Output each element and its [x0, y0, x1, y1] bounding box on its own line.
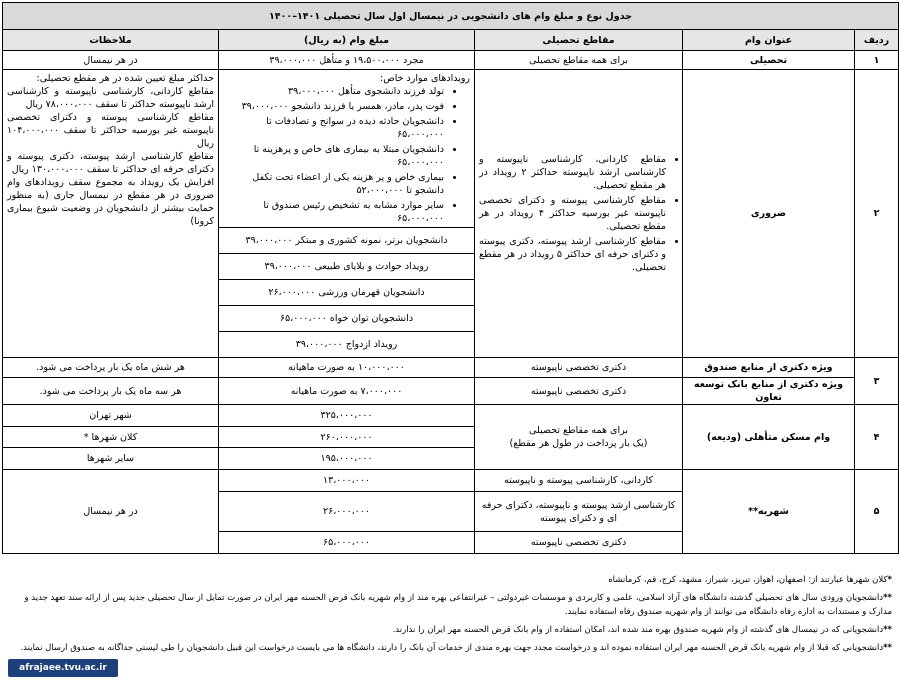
amount-cell: دانشجویان برتر، نمونه کشوری و مبتکر ۳۹،۰۰۰،۰۰۰	[219, 228, 475, 254]
levels-cell: دکتری تخصصی ناپیوسته	[475, 358, 683, 378]
table-title: جدول نوع و مبلغ وام های دانشجویی در نیمسال اول سال تحصیلی ۱۴۰۱–۱۴۰۰	[3, 3, 899, 30]
levels-cell	[475, 405, 683, 470]
amount-cell: رویداد ازدواج ۳۹،۰۰۰،۰۰۰	[219, 332, 475, 358]
loan-title: وام مسکن متأهلی (ودیعه)	[683, 405, 855, 470]
loan-title: ویژه دکتری از منابع صندوق	[683, 358, 855, 378]
levels-cell: دکتری تخصصی ناپیوسته	[475, 532, 683, 554]
loan-title: شهریه**	[683, 470, 855, 554]
notes-cell: در هر نیمسال	[3, 470, 219, 554]
amount-cell: ۳۲۵،۰۰۰،۰۰۰	[219, 405, 475, 427]
loan-title: تحصیلی	[683, 51, 855, 70]
footnotes	[12, 573, 892, 659]
table-row	[3, 405, 899, 427]
levels-cell: کاردانی، کارشناسی پیوسته و ناپیوسته	[475, 470, 683, 492]
table-row	[3, 378, 899, 405]
list-item: • مقاطع کارشناسی ارشد پیوسته، دکتری پیوسته و دکترای حرفه ای حداکثر ۵ رویداد در هر مقطع تحصیلی.	[479, 235, 666, 274]
list-item: • بیماری خاص و پر هزینه یکی از اعضاء تحت تکفل دانشجو تا ۵۲،۰۰۰،۰۰۰	[223, 171, 444, 197]
notes-cell: هر شش ماه یک بار پرداخت می شود.	[3, 358, 219, 378]
notes-cell: هر سه ماه یک بار پرداخت می شود.	[3, 378, 219, 405]
amount-cell: مجرد ۱۹،۵۰۰،۰۰۰ و متأهل ۳۹،۰۰۰،۰۰۰	[219, 51, 475, 70]
row-number: ۱	[855, 51, 899, 70]
row-number: ۴	[855, 405, 899, 470]
levels-line: (یک بار پرداخت در طول هر مقطع)	[509, 438, 648, 449]
levels-line: برای همه مقاطع تحصیلی	[529, 425, 628, 436]
amount-cell: ۲۶،۰۰۰،۰۰۰	[219, 492, 475, 532]
notes-cell: سایر شهرها	[3, 448, 219, 470]
footnote	[12, 641, 892, 655]
site-watermark: afrajaee.tvu.ac.ir	[8, 659, 118, 677]
row-number: ۳	[855, 358, 899, 405]
header-loan-title: عنوان وام	[683, 30, 855, 51]
levels-cell: کارشناسی ارشد پیوسته و ناپیوسته، دکترای حرفه ای و دکترای پیوسته	[475, 492, 683, 532]
table-row	[3, 470, 899, 492]
notes-cell	[3, 70, 219, 358]
amount-cell: ۱۳،۰۰۰،۰۰۰	[219, 470, 475, 492]
amount-cell: ۷،۰۰۰،۰۰۰ به صورت ماهیانه	[219, 378, 475, 405]
levels-cell: دکتری تخصصی ناپیوسته	[475, 378, 683, 405]
footnote-mark: **	[883, 593, 892, 603]
amount-cell: ۲۶۰،۰۰۰،۰۰۰	[219, 427, 475, 448]
note-line: مقاطع کارشناسی پیوسته و دکترای تخصصی ناپیوسته غیر بورسیه حداکثر تا سقف ۱۰۴،۰۰۰،۰۰۰ ریال	[7, 112, 215, 149]
note-line: افزایش یک رویداد به مجموع سقف رویدادهای وام ضروری در هر مقطع در نیمسال جاری (به منظور حمایت بیشتر از دانشجویان در وضعیت شیوع بیماری کرونا)	[7, 177, 215, 227]
amount-cell: ۶۵،۰۰۰،۰۰۰	[219, 532, 475, 554]
footnote-mark: *	[887, 575, 892, 585]
levels-list	[479, 153, 678, 274]
row-number: ۵	[855, 470, 899, 554]
levels-cell	[475, 70, 683, 358]
list-item: • دانشجویان مبتلا به بیماری های خاص و پرهزینه تا ۶۵،۰۰۰،۰۰۰	[223, 143, 444, 169]
table-row	[3, 70, 899, 228]
amount-cell: دانشجویان توان خواه ۶۵،۰۰۰،۰۰۰	[219, 306, 475, 332]
note-line: مقاطع کاردانی، کارشناسی ناپیوسته و کارشناسی ارشد ناپیوسته حداکثر تا سقف ۷۸،۰۰۰،۰۰۰ ریال	[7, 86, 215, 110]
loan-title: ضروری	[683, 70, 855, 358]
amount-cell: ۱۰،۰۰۰،۰۰۰ به صورت ماهیانه	[219, 358, 475, 378]
footnote-text: کلان شهرها عبارتند از: اصفهان، اهواز، تبریز، شیراز، مشهد، کرج، قم، کرمانشاه	[608, 575, 888, 585]
footnote-text: دانشجویان ورودی سال های تحصیلی گذشته دانشگاه های آزاد اسلامی، علمی و کاربردی و موسسات غیردولتی – غیرانتفاعی بهره مند از وام شهریه بانک قرض الحسنه مهر ایران در صورت تمایل از سال تحصیلی جدید پس از ارائه سند تعهد جدید و مدارک و مستندات به اداره رفاه دانشگاه می توانند از وام شهریه صندوق رفاه استفاده نمایند.	[24, 593, 892, 617]
footnote-mark: **	[883, 625, 892, 635]
list-item: • مقاطع کارشناسی پیوسته و دکترای تخصصی ناپیوسته غیر بورسیه حداکثر ۴ رویداد در هر مقطع تحصیلی.	[479, 194, 666, 233]
note-line: حداکثر مبلغ تعیین شده در هر مقطع تحصیلی:	[36, 73, 215, 84]
footnote	[12, 573, 892, 587]
footnote-text: دانشجویانی که در نیمسال های گذشته از وام شهریه صندوق بهره مند شده اند، امکان استفاده از وام بانک قرض الحسنه مهر ایران را ندارند.	[392, 625, 884, 635]
amount-cell: ۱۹۵،۰۰۰،۰۰۰	[219, 448, 475, 470]
table-row	[3, 51, 899, 70]
header-amount: مبلغ وام (به ریال)	[219, 30, 475, 51]
loan-table	[2, 2, 899, 554]
special-heading: رویدادهای موارد خاص:	[380, 73, 471, 84]
list-item: • فوت پدر، مادر، همسر یا فرزند دانشجو ۳۹،۰۰۰،۰۰۰	[223, 100, 444, 113]
list-item: • مقاطع کاردانی، کارشناسی ناپیوسته و کارشناسی ارشد ناپیوسته حداکثر ۲ رویداد در هر مقطع تحصیلی.	[479, 153, 666, 192]
list-item: • سایر موارد مشابه به تشخیص رئیس صندوق تا ۶۵،۰۰۰،۰۰۰	[223, 199, 444, 225]
list-item: • تولد فرزند دانشجوی متأهل ۳۹،۰۰۰،۰۰۰	[223, 85, 444, 98]
footnote	[12, 591, 892, 619]
footnote	[12, 623, 892, 637]
notes-cell: در هر نیمسال	[3, 51, 219, 70]
header-row-no: ردیف	[855, 30, 899, 51]
header-notes: ملاحظات	[3, 30, 219, 51]
row-number: ۲	[855, 70, 899, 358]
levels-cell: برای همه مقاطع تحصیلی	[475, 51, 683, 70]
notes-block	[7, 72, 214, 228]
special-list	[223, 85, 470, 225]
footnote-text: دانشجویانی که قبلا از وام شهریه بانک قرض الحسنه مهر ایران استفاده نموده اند و درخواست مجدد جهت بهره مندی از خدمات آن بانک را دارند، دانشگاه ها می بایست درخواست این قبیل دانشجویان را طی لیستی جداگانه به صندوق ارسال نمایند.	[20, 643, 884, 653]
table-row	[3, 358, 899, 378]
list-item: • دانشجویان حادثه دیده در سوانح و تصادفات تا ۶۵،۰۰۰،۰۰۰	[223, 115, 444, 141]
header-levels: مقاطع تحصیلی	[475, 30, 683, 51]
special-events-cell	[219, 70, 475, 228]
notes-cell: کلان شهرها *	[3, 427, 219, 448]
loan-title: ویژه دکتری از منابع بانک توسعه تعاون	[683, 378, 855, 405]
footnote-mark: **	[883, 643, 892, 653]
notes-cell: شهر تهران	[3, 405, 219, 427]
amount-cell: رویداد حوادث و بلایای طبیعی ۳۹،۰۰۰،۰۰۰	[219, 254, 475, 280]
amount-cell: دانشجویان قهرمان ورزشی ۲۶،۰۰۰،۰۰۰	[219, 280, 475, 306]
note-line: مقاطع کارشناسی ارشد پیوسته، دکتری پیوسته و دکترای حرفه ای حداکثر تا سقف ۱۳۰،۰۰۰،۰۰۰ ریال	[7, 151, 215, 175]
